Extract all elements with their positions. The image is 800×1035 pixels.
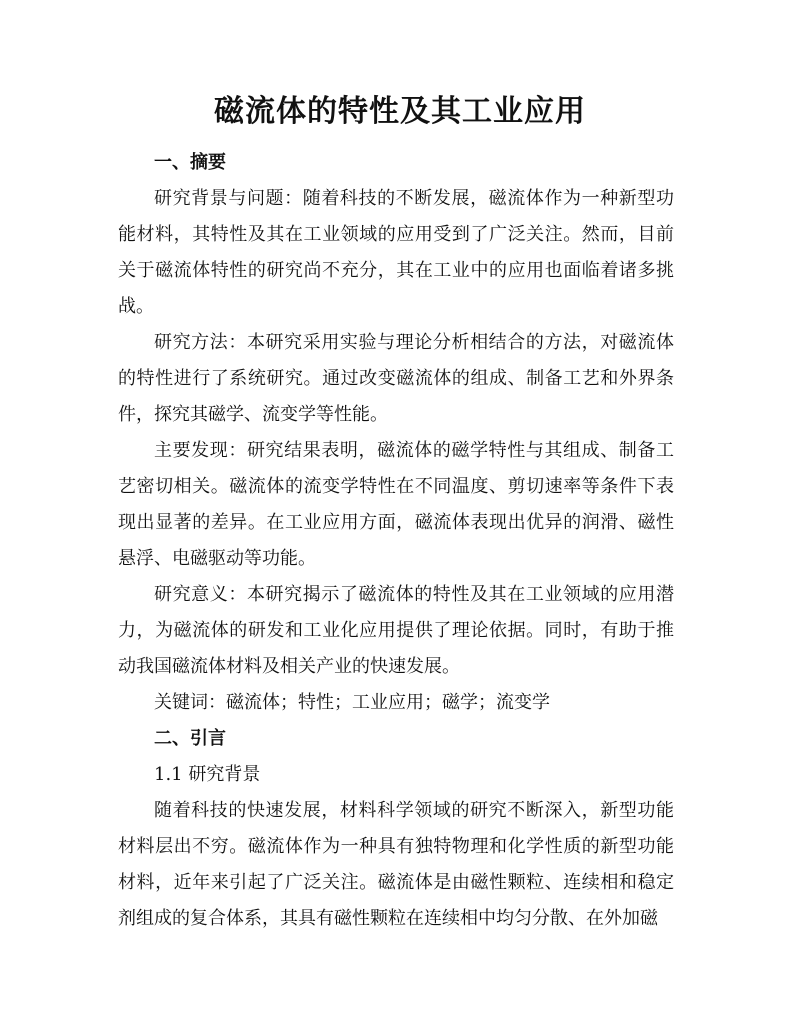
document-title: 磁流体的特性及其工业应用: [214, 94, 586, 129]
abstract-methods-paragraph: 研究方法：本研究采用实验与理论分析相结合的方法，对磁流体的特性进行了系统研究。通过改变磁流体的组成、制备工艺和外界条件，探究其磁学、流变学等性能。: [118, 332, 674, 425]
introduction-paragraph: 随着科技的快速发展，材料科学领域的研究不断深入，新型功能材料层出不穷。磁流体作为一种具有独特物理和化学性质的新型功能材料，近年来引起了广泛关注。磁流体是由磁性颗粒、连续相和稳定剂组成的复合体系，其具有磁性颗粒在连续相中均匀分散、在外加磁: [118, 800, 674, 929]
abstract-findings-paragraph: 主要发现：研究结果表明，磁流体的磁学特性与其组成、制备工艺密切相关。磁流体的流变学特性在不同温度、剪切速率等条件下表现出显著的差异。在工业应用方面，磁流体表现出优异的润滑、磁性悬浮、电磁驱动等功能。: [118, 440, 674, 569]
abstract-heading: 一、摘要: [154, 152, 226, 173]
abstract-significance-paragraph: 研究意义：本研究揭示了磁流体的特性及其在工业领域的应用潜力，为磁流体的研发和工业化应用提供了理论依据。同时，有助于推动我国磁流体材料及相关产业的快速发展。: [118, 584, 674, 677]
keywords-line: 关键词：磁流体；特性；工业应用；磁学；流变学: [154, 692, 550, 713]
document-body: [118, 145, 674, 937]
research-background-subheading: 1.1 研究背景: [154, 764, 261, 785]
introduction-heading: 二、引言: [154, 728, 226, 749]
abstract-background-paragraph: 研究背景与问题：随着科技的不断发展，磁流体作为一种新型功能材料，其特性及其在工业领域的应用受到了广泛关注。然而，目前关于磁流体特性的研究尚不充分，其在工业中的应用也面临着诸多挑战。: [118, 188, 674, 317]
